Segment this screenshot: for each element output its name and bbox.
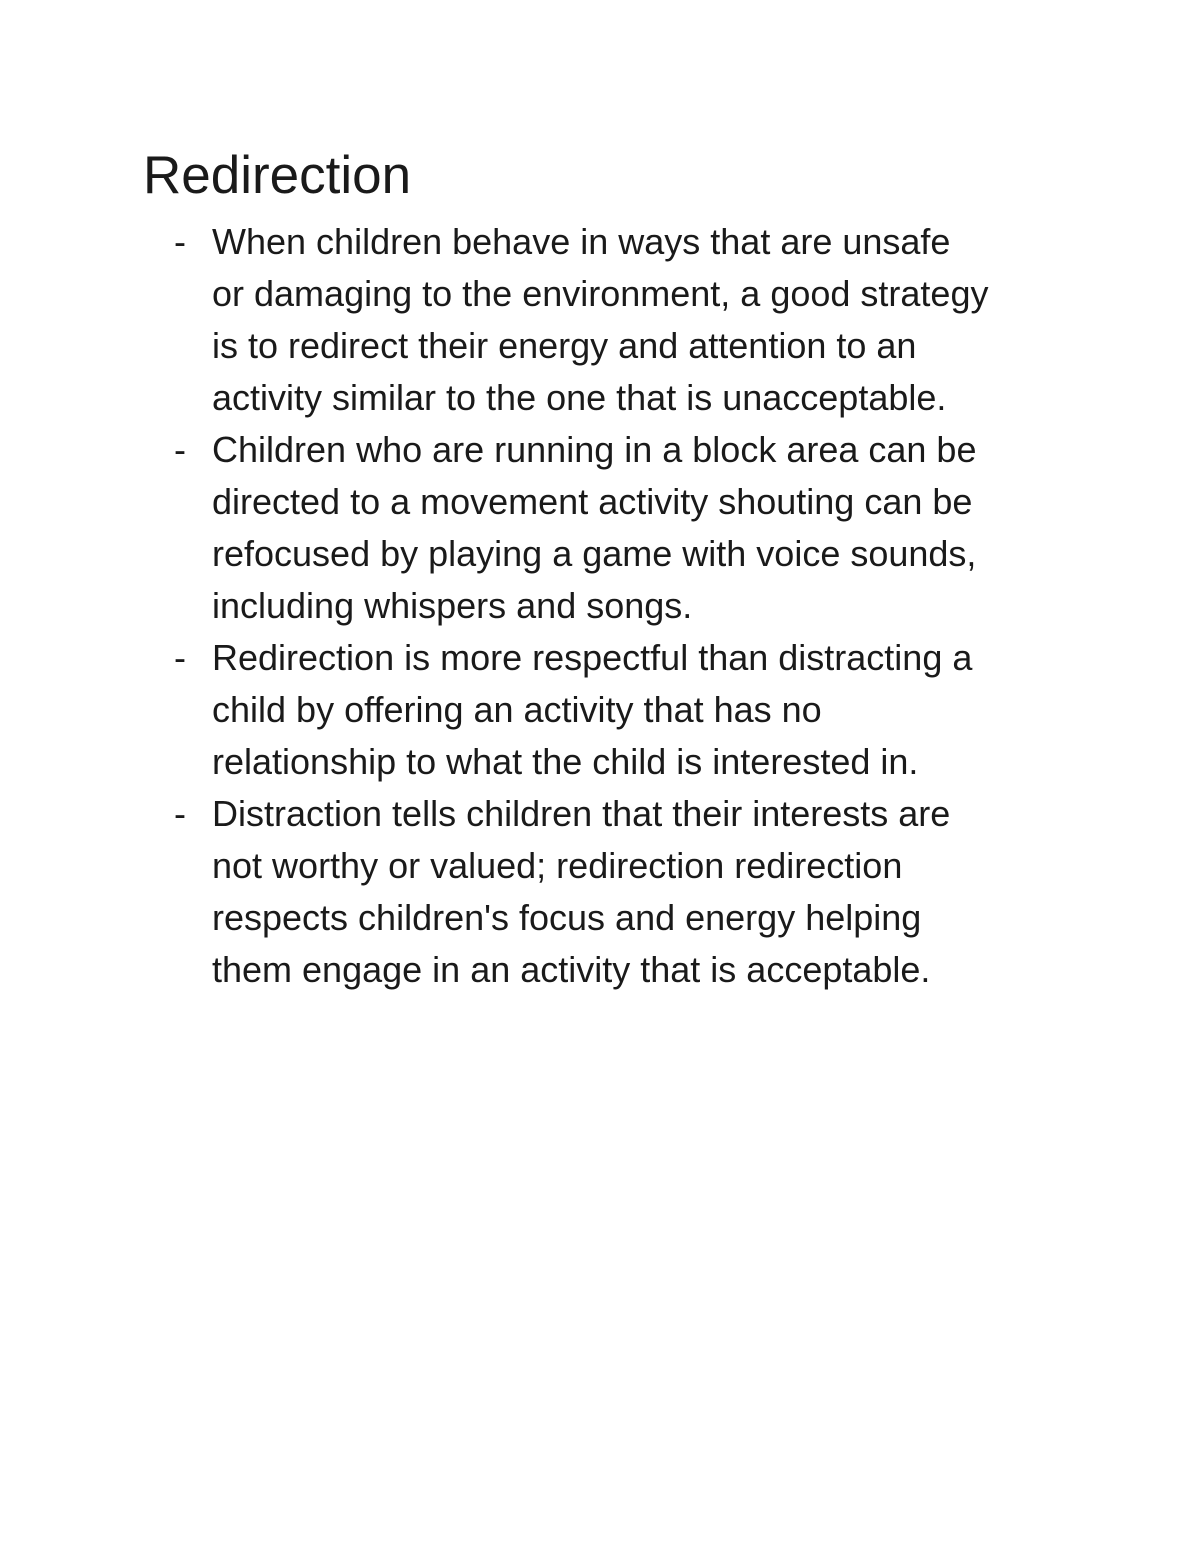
bullet-line: Distraction tells children that their interests are (212, 793, 951, 834)
bullet-line: Children who are running in a block area can be (212, 429, 977, 470)
bullet-line: including whispers and songs. (212, 585, 693, 626)
bullet-dash: - (174, 637, 186, 678)
bullet-list (174, 216, 1074, 996)
bullet-line: directed to a movement activity shouting can be (212, 481, 973, 522)
bullet-line: or damaging to the environment, a good strategy (212, 273, 989, 314)
bullet-item (174, 216, 1074, 424)
bullet-line: child by offering an activity that has no (212, 689, 822, 730)
bullet-line: relationship to what the child is interested in. (212, 741, 919, 782)
bullet-line: is to redirect their energy and attention to an (212, 325, 917, 366)
bullet-line: not worthy or valued; redirection redirection (212, 845, 903, 886)
bullet-line: respects children's focus and energy helping (212, 897, 922, 938)
bullet-line: activity similar to the one that is unacceptable. (212, 377, 947, 418)
bullet-dash: - (174, 793, 186, 834)
bullet-line: When children behave in ways that are unsafe (212, 221, 951, 262)
bullet-item (174, 788, 1074, 996)
bullet-line: them engage in an activity that is acceptable. (212, 949, 931, 990)
bullet-line: refocused by playing a game with voice sounds, (212, 533, 977, 574)
bullet-item (174, 632, 1074, 788)
bullet-dash: - (174, 221, 186, 262)
bullet-dash: - (174, 429, 186, 470)
page-title: Redirection (143, 146, 412, 205)
bullet-line: Redirection is more respectful than distracting a (212, 637, 973, 678)
bullet-item (174, 424, 1074, 632)
